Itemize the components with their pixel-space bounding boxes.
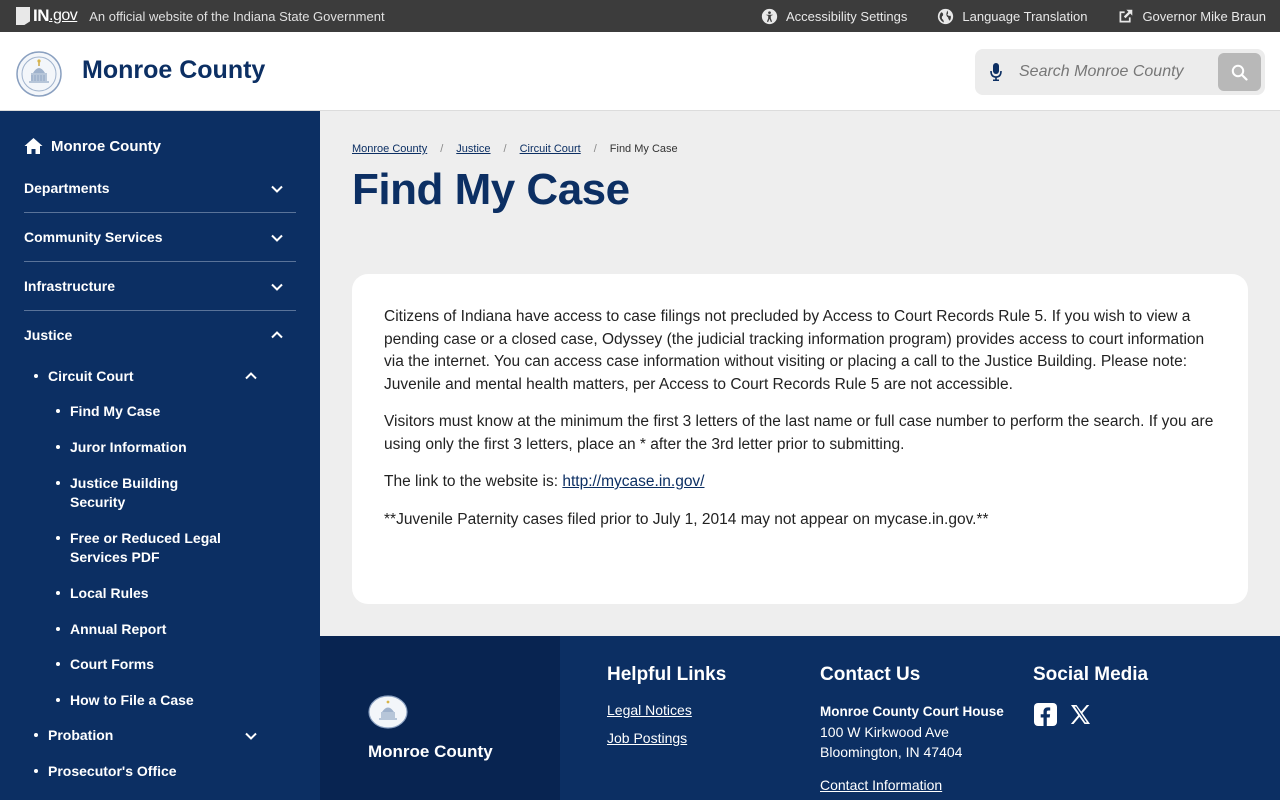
- sidebar-item-court-forms[interactable]: [56, 655, 154, 674]
- bullet: [56, 536, 60, 540]
- sidebar-item-prosecutors-office[interactable]: [34, 762, 177, 781]
- content-note: **Juvenile Paternity cases filed prior to July 1, 2014 may not appear on mycase.in.gov.**: [384, 510, 989, 528]
- sidebar-item-departments[interactable]: [24, 164, 296, 213]
- search-bar: [975, 49, 1265, 95]
- search-icon: [1231, 64, 1248, 81]
- in-gov-logo[interactable]: [16, 6, 77, 26]
- bullet: [34, 769, 38, 773]
- contact-section: [820, 664, 1004, 800]
- chevron-down-icon[interactable]: [270, 182, 284, 196]
- sidebar-item-label: Infrastructure: [24, 278, 116, 294]
- helpful-links-section: [607, 664, 726, 758]
- contact-name: Monroe County Court House: [820, 704, 1004, 719]
- in-gov-logo-suffix: .gov: [49, 7, 78, 24]
- external-link-icon: [1117, 8, 1134, 25]
- bullet: [56, 591, 60, 595]
- bullet: [56, 698, 60, 702]
- sidebar-item-legal-services-pdf[interactable]: [56, 529, 226, 567]
- sidebar-item-label: Community Services: [24, 229, 163, 245]
- sidebar-item-label: Circuit Court: [48, 368, 134, 384]
- social-media-title: Social Media: [1033, 664, 1149, 685]
- sidebar-item-label: Local Rules: [70, 585, 149, 601]
- county-seal-icon[interactable]: [16, 51, 62, 97]
- language-translation-label: Language Translation: [962, 8, 1088, 24]
- chevron-down-icon[interactable]: [244, 729, 258, 743]
- job-postings-link[interactable]: Job Postings: [607, 730, 688, 746]
- governor-label: Governor Mike Braun: [1142, 8, 1266, 24]
- contact-city: Bloomington, IN 47404: [820, 744, 963, 760]
- contact-title: Contact Us: [820, 664, 921, 685]
- sidebar-item-infrastructure[interactable]: [24, 262, 296, 311]
- search-input[interactable]: [1019, 60, 1194, 84]
- site-footer: [320, 636, 1280, 800]
- bullet: [56, 627, 60, 631]
- chevron-down-icon[interactable]: [270, 280, 284, 294]
- home-icon: [24, 137, 43, 155]
- sidebar-item-label: How to File a Case: [70, 692, 194, 708]
- sidebar-item-label: Annual Report: [70, 621, 167, 637]
- accessibility-settings-link[interactable]: [761, 8, 907, 25]
- sidebar-nav: [0, 111, 320, 800]
- breadcrumb-link-circuit-court[interactable]: Circuit Court: [519, 143, 581, 155]
- official-website-text: An official website of the Indiana State Government: [89, 8, 385, 24]
- sidebar-item-label: Find My Case: [70, 403, 161, 419]
- link-prefix: The link to the website is:: [384, 473, 563, 490]
- chevron-up-icon[interactable]: [244, 369, 258, 383]
- governor-link[interactable]: [1117, 8, 1266, 25]
- sidebar-item-label: Justice: [24, 326, 73, 343]
- breadcrumb-link-monroe-county[interactable]: Monroe County: [352, 143, 428, 155]
- accessibility-icon: [761, 8, 778, 25]
- sidebar-item-probation[interactable]: [34, 726, 266, 745]
- content-paragraph: Visitors must know at the minimum the first 3 letters of the last name or full case number to perform the search. If you are using only the first 3 letters, place an * after the 3rd letter prior to submitting.: [384, 413, 1214, 453]
- sidebar-item-label: Justice Building Security: [70, 475, 179, 510]
- accessibility-settings-label: Accessibility Settings: [786, 8, 908, 24]
- topbar-links: [761, 0, 1266, 32]
- content-link-paragraph: [384, 471, 1216, 494]
- footer-brand-name: Monroe County: [368, 742, 493, 761]
- bullet: [56, 481, 60, 485]
- breadcrumb-separator: /: [503, 143, 507, 155]
- sidebar-home-label: Monroe County: [51, 137, 161, 155]
- contact-street: 100 W Kirkwood Ave: [820, 724, 949, 740]
- site-header: [0, 32, 1280, 111]
- sidebar-item-justice-building-security[interactable]: [56, 474, 206, 512]
- chevron-down-icon[interactable]: [270, 231, 284, 245]
- sidebar-item-find-my-case[interactable]: [56, 402, 160, 421]
- contact-information-link[interactable]: Contact Information: [820, 777, 943, 793]
- microphone-icon[interactable]: [989, 62, 1003, 82]
- sidebar-item-label: Prosecutor's Office: [48, 763, 177, 779]
- sidebar-item-how-to-file[interactable]: [56, 691, 194, 710]
- globe-icon: [937, 8, 954, 25]
- chevron-up-icon[interactable]: [270, 328, 284, 342]
- sidebar-item-annual-report[interactable]: [56, 620, 166, 639]
- footer-seal-icon: [368, 695, 408, 729]
- sidebar-item-label: Juror Information: [70, 439, 187, 455]
- mycase-link[interactable]: http://mycase.in.gov/: [562, 473, 705, 490]
- bullet: [56, 662, 60, 666]
- official-banner: [0, 0, 1280, 32]
- content-paragraph: Citizens of Indiana have access to case filings not precluded by Access to Court Records Rule 5. If you wish to view a pending case or a closed case, Odyssey (the judicial tracking information program) provides access to court information via the internet. You can access case information without visiting or placing a call to the Justice Building. Please note: Juvenile and mental health matters, per Access to Court Records Rule 5 are not accessible.: [384, 308, 1205, 393]
- bullet: [56, 445, 60, 449]
- site-title[interactable]: Monroe County: [82, 56, 266, 84]
- x-twitter-icon[interactable]: [1068, 702, 1093, 727]
- bullet: [34, 733, 38, 737]
- sidebar-item-circuit-court[interactable]: [34, 367, 266, 386]
- search-button[interactable]: [1218, 53, 1261, 91]
- breadcrumb-link-justice[interactable]: Justice: [456, 143, 491, 155]
- sidebar-item-justice[interactable]: [24, 310, 296, 359]
- sidebar-home-link[interactable]: [24, 137, 161, 155]
- legal-notices-link[interactable]: Legal Notices: [607, 702, 692, 718]
- footer-brand[interactable]: [320, 636, 560, 800]
- social-icons: [1033, 702, 1148, 727]
- breadcrumb-separator: /: [593, 143, 597, 155]
- page-title: Find My Case: [352, 165, 630, 214]
- sidebar-item-juror-information[interactable]: [56, 438, 187, 457]
- social-media-section: [1033, 664, 1148, 727]
- breadcrumb: [352, 143, 678, 155]
- sidebar-item-label: Probation: [48, 727, 114, 743]
- breadcrumb-current: Find My Case: [609, 143, 678, 155]
- contact-address: [820, 702, 1004, 762]
- sidebar-item-label: Departments: [24, 180, 110, 196]
- in-gov-logo-text: IN: [33, 6, 49, 25]
- facebook-icon[interactable]: [1033, 702, 1058, 727]
- indiana-state-icon: [16, 7, 30, 25]
- bullet: [34, 374, 38, 378]
- sidebar-item-local-rules[interactable]: [56, 584, 149, 603]
- language-translation-link[interactable]: [937, 8, 1087, 25]
- bullet: [56, 409, 60, 413]
- breadcrumb-separator: /: [440, 143, 444, 155]
- sidebar-item-community-services[interactable]: [24, 213, 296, 262]
- sidebar-item-label: Court Forms: [70, 656, 154, 672]
- content-card: [352, 274, 1248, 604]
- helpful-links-title: Helpful Links: [607, 664, 727, 685]
- sidebar-item-label: Free or Reduced Legal Services PDF: [70, 530, 221, 565]
